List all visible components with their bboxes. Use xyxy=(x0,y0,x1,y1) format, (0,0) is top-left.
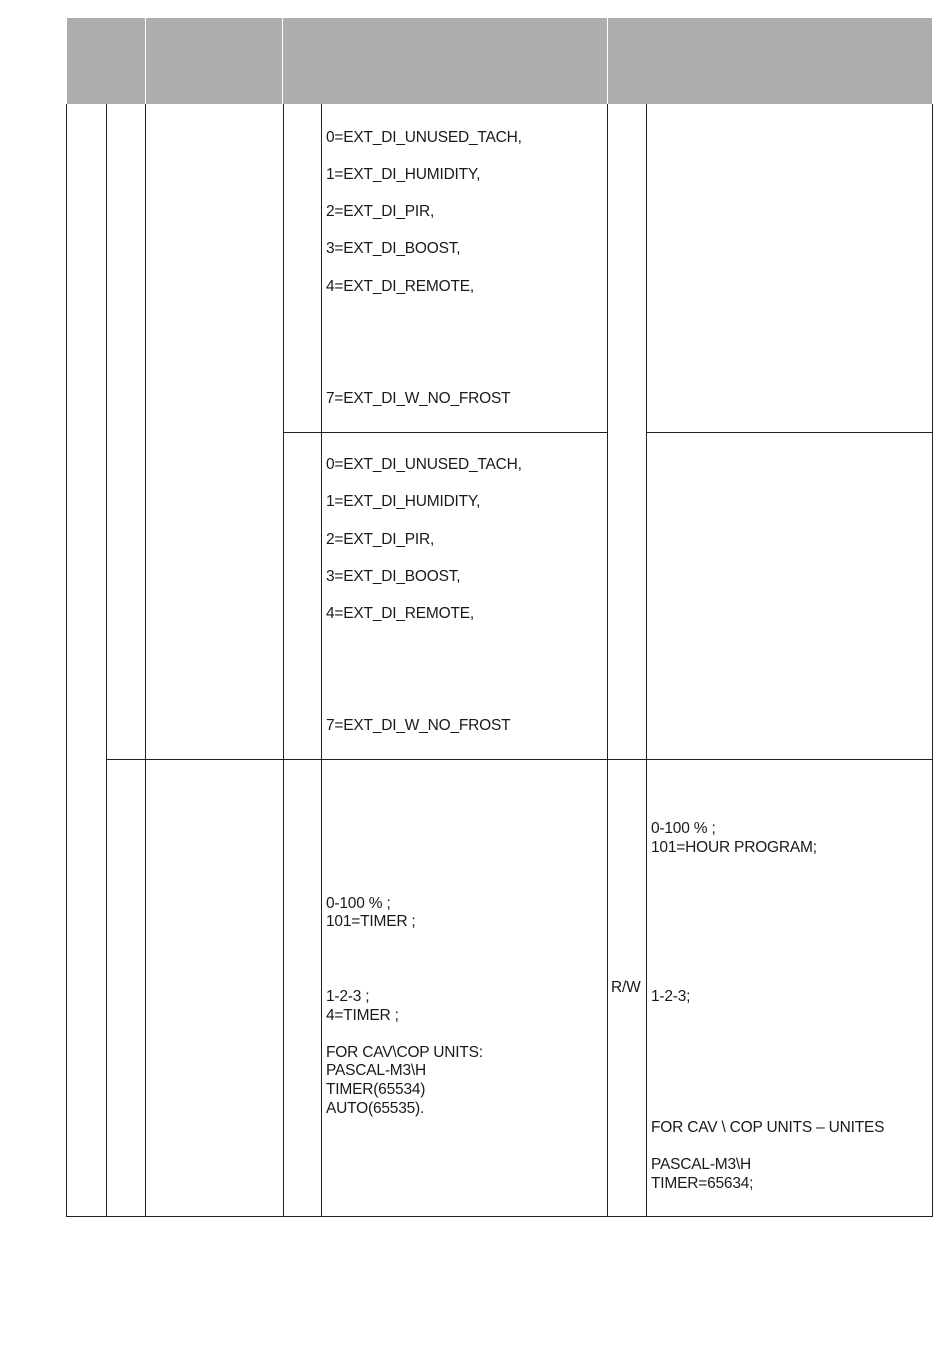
grid-line xyxy=(607,104,608,1217)
value-line: TIMER(65534) xyxy=(326,1081,426,1098)
value-line: 0-100 % ; xyxy=(326,895,391,912)
option-item: 7=EXT_DI_W_NO_FROST xyxy=(326,717,511,734)
option-item: 2=EXT_DI_PIR, xyxy=(326,203,435,220)
table-bottom-border xyxy=(66,1216,933,1217)
option-item: 4=EXT_DI_REMOTE, xyxy=(326,278,474,295)
row-divider xyxy=(283,432,608,433)
value-line: 101=TIMER ; xyxy=(326,913,416,930)
option-item: 1=EXT_DI_HUMIDITY, xyxy=(326,493,481,510)
row-divider xyxy=(106,759,933,760)
value-line: 101=HOUR PROGRAM; xyxy=(651,839,817,856)
table-header xyxy=(67,18,932,104)
value-line: TIMER=65634; xyxy=(651,1175,754,1192)
grid-line xyxy=(66,104,67,1217)
option-item: 2=EXT_DI_PIR, xyxy=(326,531,435,548)
value-line: 1-2-3; xyxy=(651,988,691,1005)
value-line: 1-2-3 ; xyxy=(326,988,370,1005)
option-item: 0=EXT_DI_UNUSED_TACH, xyxy=(326,129,522,146)
option-item: 7=EXT_DI_W_NO_FROST xyxy=(326,390,511,407)
grid-line xyxy=(283,104,284,1217)
value-line: FOR CAV \ COP UNITS – UNITES xyxy=(651,1119,885,1136)
option-item: 3=EXT_DI_BOOST, xyxy=(326,240,461,257)
value-line: AUTO(65535). xyxy=(326,1100,425,1117)
option-item: 4=EXT_DI_REMOTE, xyxy=(326,605,474,622)
option-item: 3=EXT_DI_BOOST, xyxy=(326,568,461,585)
header-separator xyxy=(145,18,146,104)
row-divider xyxy=(646,432,933,433)
option-item: 1=EXT_DI_HUMIDITY, xyxy=(326,166,481,183)
value-line: 4=TIMER ; xyxy=(326,1007,399,1024)
grid-line xyxy=(145,104,146,1217)
grid-line xyxy=(646,104,647,1217)
header-separator xyxy=(607,18,608,104)
grid-line xyxy=(321,104,322,1217)
value-line: FOR CAV\COP UNITS: xyxy=(326,1044,483,1061)
value-line: PASCAL-M3\H xyxy=(326,1062,427,1079)
option-item: 0=EXT_DI_UNUSED_TACH, xyxy=(326,456,522,473)
value-line: 0-100 % ; xyxy=(651,820,716,837)
grid-line xyxy=(932,104,933,1217)
value-line: PASCAL-M3\H xyxy=(651,1156,752,1173)
access-type: R/W xyxy=(611,979,641,996)
grid-line xyxy=(106,104,107,1217)
header-separator xyxy=(282,18,283,104)
